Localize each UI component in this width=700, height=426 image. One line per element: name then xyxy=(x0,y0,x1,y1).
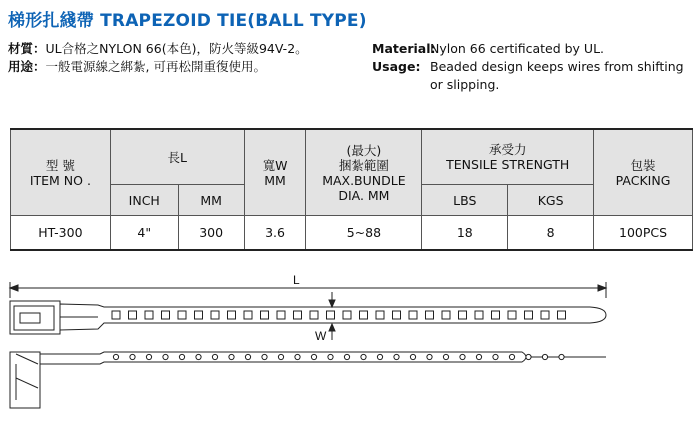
tie-bead xyxy=(361,354,366,359)
tie-bead xyxy=(377,354,382,359)
header-tensile xyxy=(422,129,594,185)
header-bundle-2: 捆紮範圍 xyxy=(338,157,389,173)
cell-lbs: 18 xyxy=(422,216,508,251)
header-tensile-zh: 承受力 xyxy=(488,142,527,157)
tie-window xyxy=(195,311,203,319)
tie-window xyxy=(228,311,236,319)
tie-bead xyxy=(262,354,267,359)
material-en-value: Nylon 66 certificated by UL. xyxy=(430,41,605,56)
header-lbs: LBS xyxy=(422,185,508,216)
tie-head-side-pawl xyxy=(16,354,38,400)
tie-beads xyxy=(113,354,564,359)
cell-inch: 4" xyxy=(110,216,178,251)
header-bundle-4: DIA. MM xyxy=(338,187,390,203)
tie-bead xyxy=(559,354,564,359)
usage-zh-label: 用途： xyxy=(8,59,46,74)
tie-window xyxy=(178,311,186,319)
tie-window xyxy=(129,311,137,319)
cell-bundle: 5~88 xyxy=(306,216,422,251)
usage-en-value-1: Beaded design keeps wires from shifting xyxy=(430,59,684,74)
tie-bead xyxy=(163,354,168,359)
tie-bead xyxy=(427,354,432,359)
header-bundle xyxy=(306,129,422,216)
tie-bead xyxy=(196,354,201,359)
tie-bead xyxy=(493,354,498,359)
tie-bead xyxy=(526,354,531,359)
tie-window xyxy=(244,311,252,319)
spec-chinese xyxy=(8,40,308,76)
tie-bead xyxy=(179,354,184,359)
material-zh-row xyxy=(8,40,308,58)
width-arrow-down xyxy=(329,300,335,307)
tie-window xyxy=(261,311,269,319)
tie-window xyxy=(409,311,417,319)
length-arrow-right xyxy=(598,285,606,291)
tie-window xyxy=(459,311,467,319)
header-item xyxy=(11,129,111,216)
tie-window xyxy=(426,311,434,319)
page-title: 梯形扎綫帶 TRAPEZOID TIE(BALL TYPE) xyxy=(8,11,367,31)
length-arrow-left xyxy=(10,285,18,291)
tie-bead xyxy=(245,354,250,359)
header-inch: INCH xyxy=(110,185,178,216)
header-packing-zh: 包裝 xyxy=(630,157,656,173)
tie-bead xyxy=(295,354,300,359)
header-packing xyxy=(594,129,693,216)
tie-window xyxy=(525,311,533,319)
header-mm: MM xyxy=(178,185,244,216)
tie-bead xyxy=(130,354,135,359)
usage-en-row xyxy=(372,58,684,76)
cell-width: 3.6 xyxy=(244,216,306,251)
cable-tie-drawing xyxy=(0,268,700,426)
header-packing-en: PACKING xyxy=(615,172,671,188)
tie-bead xyxy=(542,354,547,359)
tie-bead xyxy=(476,354,481,359)
tie-window xyxy=(310,311,318,319)
header-kgs: KGS xyxy=(508,185,594,216)
header-bundle-1: (最大) xyxy=(346,142,382,158)
tie-window xyxy=(294,311,302,319)
header-bundle-3: MAX.BUNDLE xyxy=(322,172,406,188)
tie-bead xyxy=(311,354,316,359)
header-length: 長L xyxy=(110,129,244,185)
material-en-row xyxy=(372,40,684,58)
tie-bead xyxy=(229,354,234,359)
tie-window xyxy=(541,311,549,319)
header-item-zh: 型 號 xyxy=(45,157,75,173)
tie-window xyxy=(277,311,285,319)
tie-bead xyxy=(212,354,217,359)
cell-mm: 300 xyxy=(178,216,244,251)
tie-window xyxy=(343,311,351,319)
length-label: L xyxy=(293,273,300,287)
material-zh-value: UL合格之NYLON 66(本色)，防火等級94V-2。 xyxy=(45,41,308,56)
width-label: W xyxy=(315,329,327,343)
tie-window xyxy=(376,311,384,319)
usage-en-value-2: or slipping. xyxy=(430,77,500,92)
cell-item: HT-300 xyxy=(11,216,111,251)
tie-window xyxy=(162,311,170,319)
tie-bead xyxy=(443,354,448,359)
tie-bead xyxy=(146,354,151,359)
tie-window xyxy=(393,311,401,319)
width-arrow-up xyxy=(329,324,335,331)
tie-bead xyxy=(410,354,415,359)
table-row xyxy=(11,216,693,251)
tie-bead xyxy=(460,354,465,359)
header-width xyxy=(244,129,306,216)
material-en-label: Material: xyxy=(372,41,436,56)
header-tensile-en: TENSILE STRENGTH xyxy=(446,157,570,172)
tie-window xyxy=(492,311,500,319)
cell-packing: 100PCS xyxy=(594,216,693,251)
spec-table xyxy=(10,128,693,251)
tie-head-side xyxy=(10,352,40,408)
tie-window xyxy=(558,311,566,319)
tie-window xyxy=(475,311,483,319)
tie-window xyxy=(327,311,335,319)
tie-window xyxy=(360,311,368,319)
tie-windows xyxy=(112,311,566,319)
header-width-zh: 寬W xyxy=(262,157,288,173)
cell-kgs: 8 xyxy=(508,216,594,251)
tie-window xyxy=(211,311,219,319)
tie-bead xyxy=(328,354,333,359)
tie-window xyxy=(508,311,516,319)
usage-en-label: Usage: xyxy=(372,59,421,74)
tie-head-slot xyxy=(20,313,40,323)
tie-bead xyxy=(113,354,118,359)
tie-bead xyxy=(394,354,399,359)
tie-window xyxy=(442,311,450,319)
usage-zh-row xyxy=(8,58,308,76)
header-width-en: MM xyxy=(264,172,286,188)
tie-bead xyxy=(278,354,283,359)
tie-bead xyxy=(344,354,349,359)
spec-english xyxy=(372,40,684,94)
usage-zh-value: 一般電源線之綁紮, 可再松開重復使用。 xyxy=(45,59,266,74)
tie-bead xyxy=(509,354,514,359)
header-item-en: ITEM NO . xyxy=(29,172,91,188)
material-zh-label: 材質： xyxy=(8,41,46,56)
tie-window xyxy=(112,311,120,319)
tie-window xyxy=(145,311,153,319)
